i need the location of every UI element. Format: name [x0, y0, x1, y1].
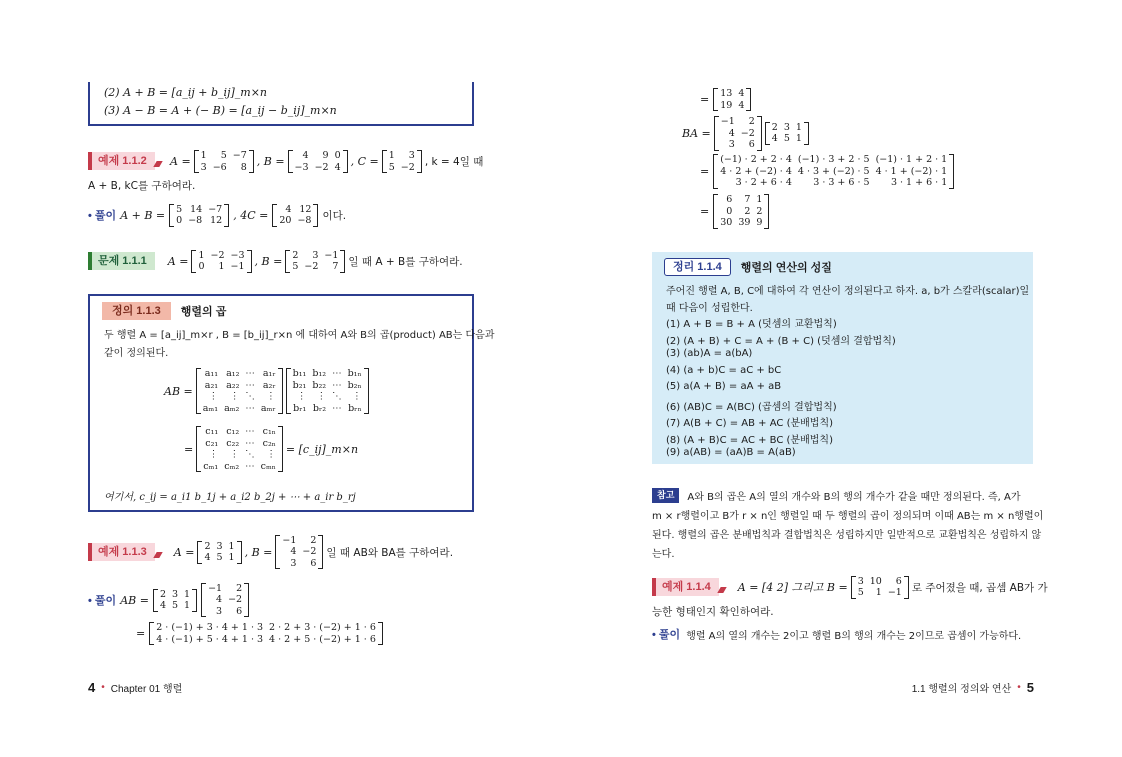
theorem-item: (5) a(A + B) = aA + aB: [666, 381, 782, 392]
matrix-cell: 7: [332, 261, 339, 272]
matrix-cell: 2: [771, 121, 778, 133]
matrix-cell: 0: [334, 150, 341, 161]
problem-matrix-b: [285, 250, 345, 273]
matrix-cell: c₂ₙ: [262, 437, 276, 449]
matrix-cell: 3: [290, 557, 297, 569]
matrix-cell: 8: [240, 161, 247, 173]
theorem-item: (4) (a + b)C = aC + bC: [666, 364, 782, 376]
ba-result: [700, 88, 751, 111]
theorem-item: (1) A + B = B + A (덧셈의 교환법칙): [666, 319, 837, 330]
matrix-cell: a₁₁: [204, 368, 219, 379]
solution-2: [88, 580, 468, 620]
matrix-cell: ⋮: [229, 449, 240, 460]
matrix-cell: 4: [728, 127, 735, 139]
matrix-b: [275, 535, 323, 570]
matrix-cell: 20: [279, 215, 292, 226]
note-line-4: 는다.: [652, 549, 675, 560]
matrix-cell: 3: [216, 605, 223, 617]
matrix-cell: ⋯: [332, 379, 342, 391]
page-number: 5: [1026, 680, 1034, 695]
matrix-cell: 4 · 2 + (−2) · 4: [720, 165, 792, 177]
matrix-cell: 5: [220, 150, 227, 161]
theorem-box-tail: [88, 82, 474, 126]
matrix-cell: −7: [232, 150, 247, 161]
theorem-intro-2: 때 다음이 성립한다.: [666, 303, 753, 314]
matrix-cell: 1: [184, 588, 191, 600]
matrix-cell: 4: [159, 600, 166, 611]
matrix-cell: −2: [400, 161, 415, 173]
matrix-cell: ⋱: [332, 391, 342, 402]
matrix-cell: 2: [756, 205, 763, 217]
matrix-cell: 6: [748, 139, 755, 150]
left-footer: [88, 680, 182, 695]
matrix-cell: 3: [857, 575, 864, 587]
section-title: 1.1 행렬의 정의와 연산: [911, 684, 1012, 695]
matrix-cell: ⋯: [245, 379, 255, 391]
matrix-cell: −2: [228, 594, 243, 606]
matrix-cell: −1: [230, 261, 245, 272]
example-1-1-3: [88, 532, 468, 572]
ba-matrix-b: [714, 116, 762, 151]
matrix-cell: 3: [408, 150, 415, 161]
matrix-cell: −2: [210, 249, 225, 261]
matrix-cell: 39: [738, 217, 751, 228]
example-1-1-2: [88, 150, 484, 196]
matrix-cell: ⋯: [245, 426, 255, 437]
rule-line-3: (3) A − B = A + (− B) = [a_ij − b_ij]_m×n: [104, 104, 337, 117]
matrix-cell: c₁₁: [205, 426, 219, 437]
example-label: 예제 1.1.2: [88, 152, 155, 170]
note-line-1: A와 B의 곱은 A의 열의 개수와 B의 행의 개수가 같을 때만 정의된다. 즉, A가: [687, 492, 1021, 503]
chapter-title: Chapter 01 행렬: [110, 684, 183, 695]
matrix-cell: 3 · 3 + 6 · 5: [813, 177, 870, 188]
solution-matrix-2: [201, 583, 249, 618]
expr-sep-b: , B =: [244, 545, 273, 559]
problem-matrix-a: [191, 250, 251, 273]
definition-where: 여기서, c_ij = a_i1 b_1j + a_i2 b_2j + ⋯ + a_ir b_rj: [104, 492, 356, 503]
matrix-cell: −8: [188, 215, 203, 226]
matrix-a: [197, 541, 241, 564]
footer-dot: •: [1017, 682, 1021, 693]
matrix-cell: 3: [783, 121, 790, 133]
theorem-item-list: [666, 315, 896, 464]
matrix-cell: 7: [744, 194, 751, 205]
matrix-cell: 9: [322, 150, 329, 161]
note-block: [652, 488, 1044, 560]
note-line-2: m × r행렬이고 B가 r × n인 행렬일 때 두 행렬의 곱이 정의되며 이때 AB는 m × n행렬이: [652, 511, 1044, 522]
matrix-cell: ⋱: [245, 449, 255, 460]
matrix-cell: a₁₂: [226, 368, 240, 379]
matrix-b: [851, 576, 909, 599]
expr-sep-b: , B =: [256, 155, 285, 168]
matrix-cell: a₂ᵣ: [262, 379, 276, 391]
matrix-cell: aₘ₁: [202, 402, 219, 414]
eq-1: =: [700, 93, 710, 106]
matrix-cell: ⋯: [332, 402, 342, 414]
solution-text: 행렬 A의 열의 개수는 2이고 행렬 B의 행의 개수는 2이므로 곱셈이 가능하다.: [686, 630, 1022, 642]
matrix-cell: ⋮: [266, 449, 276, 460]
definition-line-2: 같이 정의된다.: [104, 348, 169, 359]
matrix-cell: 1: [198, 249, 205, 261]
solution-matrix-2: [272, 204, 318, 227]
expr-tail: , k = 4일 때: [424, 156, 484, 168]
matrix-cell: ⋮: [208, 449, 219, 460]
matrix-cell: ⋮: [208, 391, 219, 402]
matrix-cell: 3 · 1 + 6 · 1: [890, 177, 948, 188]
matrix-cell: 4: [738, 99, 745, 111]
matrix-cell: 1: [228, 552, 235, 563]
matrix-cell: b₂₁: [292, 379, 307, 391]
matrix-cell: −7: [208, 203, 223, 215]
matrix-cell: 5: [176, 203, 183, 215]
solution-prefix: A + B =: [120, 208, 166, 222]
solution-matrix-1: [153, 589, 197, 612]
solution-2-expanded: [136, 622, 383, 645]
definition-tag: 정의 1.1.3: [102, 302, 171, 320]
example-label: 예제 1.1.3: [88, 543, 155, 561]
ba-final: [700, 194, 769, 229]
problem-sep-b: , B =: [254, 254, 283, 268]
matrix-cell: 4: [334, 161, 341, 173]
matrix-cell: 12: [299, 203, 312, 215]
ab-label: AB =: [164, 384, 193, 398]
matrix-cell: −1: [887, 587, 902, 598]
footer-dot: •: [101, 682, 105, 693]
theorem-tag: 정리 1.1.4: [664, 258, 731, 276]
matrix-cell: 14: [190, 203, 203, 215]
matrix-cell: 1: [795, 133, 802, 145]
matrix-cell: 5: [292, 261, 299, 272]
matrix-cell: 30: [720, 217, 733, 228]
matrix-cell: 2 · (−1) + 3 · 4 + 1 · 3: [156, 622, 264, 633]
general-matrix-c: [196, 426, 283, 472]
solution-mid: , 4C =: [233, 208, 269, 222]
expr-tail: 일 때 AB와 BA를 구하여라.: [326, 546, 454, 559]
matrix-cell: cₘₙ: [260, 460, 276, 472]
matrix-cell: −2: [314, 161, 329, 173]
ba-expanded-matrix: [713, 154, 954, 189]
matrix-cell: −3: [294, 161, 309, 173]
c-eq: =: [184, 442, 194, 456]
matrix-cell: (−1) · 1 + 2 · 1: [875, 154, 948, 165]
matrix-cell: 2: [744, 205, 751, 217]
definition-line-1: 두 행렬 A = [a_ij]_m×r , B = [b_ij]_r×n 에 대하여 A와 B의 곱(product) AB는 다음과: [104, 330, 495, 341]
theorem-item: (8) (A + B)C = AC + BC (분배법칙): [666, 434, 833, 446]
solution-label: • 풀이: [652, 626, 680, 642]
matrix-cell: (−1) · 2 + 2 · 4: [720, 154, 792, 165]
matrix-cell: b₂₂: [312, 379, 327, 391]
matrix-cell: −6: [212, 161, 227, 173]
matrix-cell: b₂ₙ: [347, 379, 362, 391]
matrix-cell: 12: [210, 215, 223, 226]
matrix-cell: 2: [292, 249, 299, 261]
matrix-cell: 4 · 1 + (−2) · 1: [875, 165, 948, 177]
matrix-cell: b₁₂: [312, 368, 327, 379]
matrix-cell: 4: [216, 594, 223, 606]
matrix-cell: 1: [388, 150, 395, 161]
matrix-cell: 4: [290, 546, 297, 558]
matrix-cell: 4 · (−1) + 5 · 4 + 1 · 3: [156, 633, 264, 645]
definition-title: 행렬의 곱: [180, 306, 227, 318]
note-tag: 참고: [652, 488, 679, 503]
matrix-cell: ⋯: [332, 368, 342, 379]
note-line-3: 된다. 행렬의 곱은 분배법칙과 결합법칙은 성립하지만 일반적으로 교환법칙은 성립하지 않: [652, 530, 1042, 541]
matrix-cell: 5: [216, 552, 223, 563]
matrix-cell: c₂₁: [205, 437, 219, 449]
matrix-cell: 4 · 3 + (−2) · 5: [797, 165, 870, 177]
c-after: = [c_ij]_m×n: [285, 442, 359, 456]
matrix-cell: −1: [282, 534, 297, 546]
matrix-cell: c₁ₙ: [262, 426, 276, 437]
matrix-cell: 4: [285, 203, 292, 215]
matrix-cell: 2: [204, 540, 211, 552]
matrix-cell: ⋯: [245, 368, 255, 379]
expr-prefix: A = [4 2] 그리고 B =: [737, 581, 848, 594]
matrix-cell: 10: [869, 575, 882, 587]
solution-prefix: AB =: [120, 593, 149, 607]
solution-1: [88, 202, 468, 228]
expr-tail: 로 주어졌을 때, 곱셈 AB가 가: [911, 581, 1048, 594]
ba-final-matrix: [713, 194, 769, 229]
matrix-cell: ⋱: [245, 391, 255, 402]
matrix-cell: −3: [230, 249, 245, 261]
matrix-cell: 13: [720, 88, 733, 99]
matrix-cell: 0: [726, 205, 733, 217]
matrix-cell: 0: [176, 215, 183, 226]
matrix-cell: 5: [783, 133, 790, 145]
matrix-cell: −8: [297, 215, 312, 226]
theorem-item: (6) (AB)C = A(BC) (곱셈의 결합법칙): [666, 401, 837, 413]
matrix-cell: ⋮: [352, 391, 362, 402]
ba-matrix-a: [765, 122, 809, 145]
eq-2: =: [700, 164, 710, 178]
solution-3: [652, 626, 1021, 642]
matrix-cell: 5: [388, 161, 395, 173]
matrix-cell: ⋮: [266, 391, 276, 402]
matrix-cell: 1: [756, 194, 763, 205]
right-footer: [900, 680, 1034, 695]
matrix-cell: 1: [218, 261, 225, 272]
matrix-cell: 6: [236, 605, 243, 617]
matrix-cell: −1: [324, 249, 339, 261]
matrix-cell: a₂₂: [226, 379, 240, 391]
matrix-cell: 3 · 2 + 6 · 4: [735, 177, 792, 188]
matrix-cell: 1: [875, 587, 882, 598]
matrix-cell: 9: [756, 217, 763, 228]
matrix-cell: bᵣ₁: [293, 402, 307, 414]
matrix-cell: 1: [200, 150, 207, 161]
matrix-cell: 3: [312, 249, 319, 261]
matrix-cell: 2 · 2 + 3 · (−2) + 1 · 6: [269, 622, 376, 633]
matrix-cell: ⋮: [229, 391, 240, 402]
solution-matrix-1: [169, 204, 229, 227]
solution-label: • 풀이: [88, 592, 116, 608]
example-line-2: A + B, kC를 구하여라.: [88, 180, 196, 192]
matrix-cell: b₁₁: [292, 368, 307, 379]
matrix-cell: a₂₁: [204, 379, 219, 391]
theorem-intro-1: 주어진 행렬 A, B, C에 대하여 각 연산이 정의된다고 하자. a, b가 스칼라(scalar)일: [666, 286, 1030, 297]
page-number: 4: [88, 680, 96, 695]
matrix-cell: 3: [200, 161, 207, 173]
matrix-cell: 4: [302, 150, 309, 161]
expr-sep-c: , C =: [350, 155, 379, 168]
eq-3: =: [700, 204, 710, 218]
matrix-cell: 5: [171, 600, 179, 611]
ba-expanded: [700, 154, 954, 189]
ba-label: BA =: [682, 126, 711, 140]
matrix-cell: −2: [740, 127, 755, 139]
matrix-cell: 6: [310, 557, 317, 569]
definition-1-1-3: [88, 294, 495, 512]
theorem-item: (3) (ab)A = a(bA): [666, 348, 753, 359]
matrix-cell: ⋮: [316, 391, 327, 402]
matrix-cell: ⋯: [245, 460, 255, 472]
matrix-cell: 5: [857, 587, 864, 598]
matrix-cell: 2: [159, 588, 166, 600]
matrix-c: [382, 150, 422, 173]
matrix-cell: −1: [720, 116, 735, 127]
matrix-cell: 6: [726, 194, 733, 205]
matrix-cell: 2: [310, 534, 317, 546]
matrix-cell: 4: [771, 133, 778, 145]
matrix-cell: 3: [728, 139, 735, 150]
matrix-cell: 1: [228, 540, 235, 552]
solution-matrix-3: [149, 622, 383, 645]
ab-result-matrix: [713, 88, 751, 111]
matrix-cell: c₂₂: [226, 437, 240, 449]
matrix-cell: 6: [895, 575, 902, 587]
matrix-cell: ⋮: [296, 391, 307, 402]
matrix-cell: 4 · 2 + 5 · (−2) + 1 · 6: [269, 633, 376, 645]
matrix-cell: −2: [304, 261, 319, 272]
theorem-1-1-4: [652, 252, 1033, 464]
matrix-cell: 0: [198, 261, 205, 272]
matrix-cell: bᵣₙ: [348, 402, 362, 414]
solution-eq: =: [136, 627, 146, 640]
theorem-item: (9) a(AB) = (aA)B = A(aB): [666, 447, 796, 458]
example-label: 예제 1.1.4: [652, 578, 719, 596]
matrix-a: [194, 150, 254, 173]
matrix-cell: ⋯: [245, 402, 255, 414]
ba-product: [682, 116, 809, 151]
matrix-cell: 3: [171, 588, 179, 600]
matrix-cell: 1: [184, 600, 191, 611]
matrix-cell: 2: [236, 582, 243, 594]
problem-label: 문제 1.1.1: [88, 252, 155, 270]
solution-label: • 풀이: [88, 207, 116, 223]
problem-tail: 일 때 A + B를 구하여라.: [348, 255, 463, 268]
theorem-title: 행렬의 연산의 성질: [740, 262, 832, 274]
matrix-cell: c₁₂: [226, 426, 240, 437]
example-line-2: 능한 형태인지 확인하여라.: [652, 606, 774, 618]
problem-1-1-1: [88, 248, 468, 274]
matrix-cell: 2: [748, 116, 755, 127]
expr-prefix: A =: [170, 155, 191, 168]
general-matrix-b: [286, 368, 369, 414]
solution-tail: 이다.: [322, 209, 347, 222]
matrix-b: [288, 150, 348, 173]
matrix-cell: −1: [208, 582, 223, 594]
matrix-cell: 4: [204, 552, 211, 563]
matrix-cell: ⋯: [245, 437, 255, 449]
matrix-cell: cₘ₁: [203, 460, 219, 472]
matrix-cell: b₁ₙ: [347, 368, 362, 379]
general-matrix-a: [196, 368, 283, 414]
problem-prefix: A =: [167, 254, 189, 268]
example-1-1-4: [652, 574, 1048, 600]
matrix-cell: a₁ᵣ: [262, 368, 276, 379]
matrix-cell: cₘ₂: [224, 460, 240, 472]
matrix-cell: 4: [738, 88, 745, 99]
matrix-cell: 19: [720, 99, 733, 111]
theorem-item: (7) A(B + C) = AB + AC (분배법칙): [666, 418, 834, 429]
matrix-cell: 1: [795, 121, 802, 133]
matrix-cell: 3: [216, 540, 223, 552]
matrix-cell: (−1) · 3 + 2 · 5: [797, 154, 870, 165]
theorem-item: (2) (A + B) + C = A + (B + C) (덧셈의 결합법칙): [666, 335, 896, 347]
rule-line-2: (2) A + B = [a_ij + b_ij]_m×n: [104, 86, 268, 99]
matrix-cell: aₘᵣ: [260, 402, 276, 414]
expr-prefix: A =: [173, 545, 195, 559]
matrix-cell: bᵣ₂: [312, 402, 327, 414]
matrix-cell: −2: [302, 546, 317, 558]
matrix-cell: aₘ₂: [224, 402, 240, 414]
